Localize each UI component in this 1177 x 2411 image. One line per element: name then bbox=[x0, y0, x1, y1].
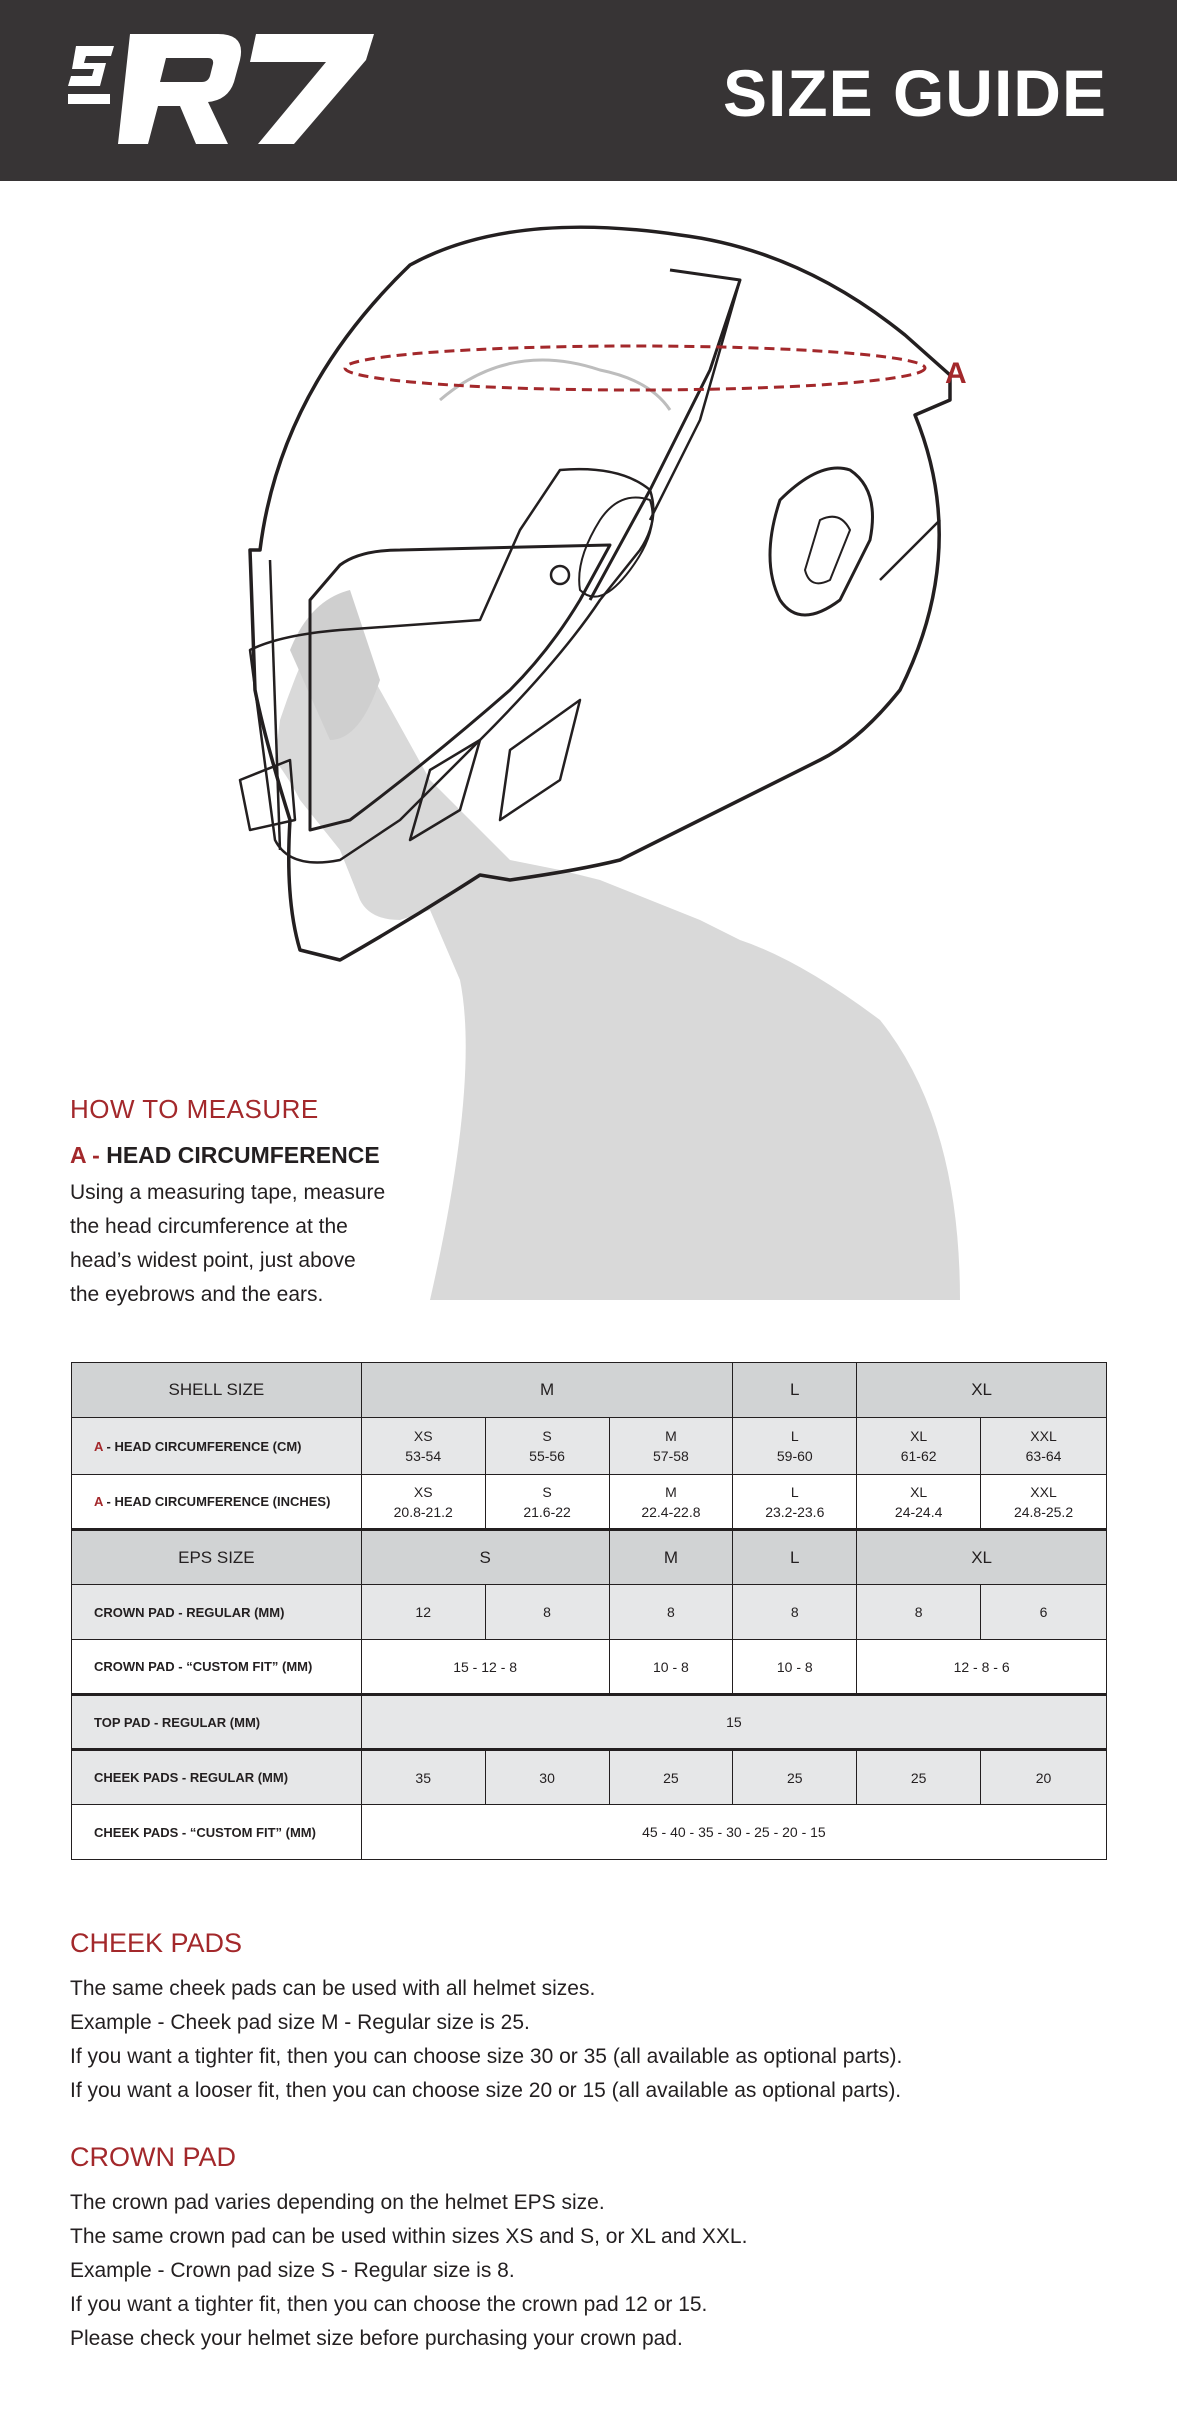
top-pad-label: TOP PAD - REGULAR (MM) bbox=[72, 1695, 362, 1750]
cheek-pads-line: If you want a tighter fit, then you can choose size 30 or 35 (all available as optional parts). bbox=[70, 2045, 903, 2068]
measure-instructions bbox=[70, 1176, 410, 1312]
eps-size-s: S bbox=[361, 1530, 609, 1585]
circ-cm-cell: XL 61-62 bbox=[857, 1418, 981, 1475]
crown-pad-line: The same crown pad can be used within sizes XS and S, or XL and XXL. bbox=[70, 2225, 748, 2248]
crown-regular-cell: 6 bbox=[981, 1585, 1107, 1640]
crown-pad-text bbox=[70, 2186, 747, 2356]
circ-cm-label: A - HEAD CIRCUMFERENCE (CM) bbox=[72, 1418, 362, 1475]
shell-size-m: M bbox=[361, 1363, 733, 1418]
shell-size-label: SHELL SIZE bbox=[72, 1363, 362, 1418]
eps-size-label: EPS SIZE bbox=[72, 1530, 362, 1585]
shell-size-xl: XL bbox=[857, 1363, 1107, 1418]
cheek-regular-cell: 25 bbox=[733, 1750, 857, 1805]
eps-size-row bbox=[72, 1530, 1107, 1585]
eps-size-xl: XL bbox=[857, 1530, 1107, 1585]
crown-regular-row bbox=[72, 1585, 1107, 1640]
sr7-logo bbox=[68, 34, 378, 146]
measure-letter: A bbox=[945, 357, 967, 390]
top-pad-value: 15 bbox=[361, 1695, 1106, 1750]
crown-pad-line: The crown pad varies depending on the helmet EPS size. bbox=[70, 2191, 605, 2214]
measure-line: the head circumference at the bbox=[70, 1215, 348, 1238]
cheek-regular-cell: 35 bbox=[361, 1750, 485, 1805]
circ-in-label: A - HEAD CIRCUMFERENCE (INCHES) bbox=[72, 1475, 362, 1530]
circ-cm-cell: XS 53-54 bbox=[361, 1418, 485, 1475]
how-to-measure-title: HOW TO MEASURE bbox=[70, 1094, 319, 1124]
eps-size-l: L bbox=[733, 1530, 857, 1585]
crown-custom-cell: 12 - 8 - 6 bbox=[857, 1640, 1107, 1695]
measure-line: Using a measuring tape, measure bbox=[70, 1181, 386, 1204]
cheek-custom-row bbox=[72, 1805, 1107, 1860]
circ-cm-cell: L 59-60 bbox=[733, 1418, 857, 1475]
header-bar bbox=[0, 0, 1177, 181]
circ-cm-cell: XXL 63-64 bbox=[981, 1418, 1107, 1475]
cheek-custom-label: CHEEK PADS - “CUSTOM FIT” (MM) bbox=[72, 1805, 362, 1860]
measure-sub-name: HEAD CIRCUMFERENCE bbox=[106, 1142, 380, 1168]
cheek-pads-title: CHEEK PADS bbox=[70, 1928, 243, 1958]
crown-custom-cell: 10 - 8 bbox=[609, 1640, 733, 1695]
circ-in-cell: M 22.4-22.8 bbox=[609, 1475, 733, 1530]
cheek-custom-value: 45 - 40 - 35 - 30 - 25 - 20 - 15 bbox=[361, 1805, 1106, 1860]
crown-custom-label: CROWN PAD - “CUSTOM FIT” (MM) bbox=[72, 1640, 362, 1695]
circ-in-row bbox=[72, 1475, 1107, 1530]
circ-cm-cell: M 57-58 bbox=[609, 1418, 733, 1475]
circ-in-cell: XS 20.8-21.2 bbox=[361, 1475, 485, 1530]
circ-in-cell: L 23.2-23.6 bbox=[733, 1475, 857, 1530]
cheek-pads-line: Example - Cheek pad size M - Regular size is 25. bbox=[70, 2011, 530, 2034]
crown-custom-cell: 10 - 8 bbox=[733, 1640, 857, 1695]
crown-pad-line: Please check your helmet size before purchasing your crown pad. bbox=[70, 2327, 683, 2350]
cheek-pads-text bbox=[70, 1972, 902, 2108]
top-pad-row bbox=[72, 1695, 1107, 1750]
page-title: SIZE GUIDE bbox=[722, 56, 1107, 130]
cheek-regular-label: CHEEK PADS - REGULAR (MM) bbox=[72, 1750, 362, 1805]
crown-regular-cell: 12 bbox=[361, 1585, 485, 1640]
shell-size-l: L bbox=[733, 1363, 857, 1418]
crown-regular-label: CROWN PAD - REGULAR (MM) bbox=[72, 1585, 362, 1640]
measure-subtitle bbox=[70, 1142, 380, 1169]
measure-ellipse bbox=[345, 346, 925, 390]
cheek-regular-cell: 30 bbox=[485, 1750, 609, 1805]
crown-custom-row bbox=[72, 1640, 1107, 1695]
cheek-regular-cell: 20 bbox=[981, 1750, 1107, 1805]
crown-regular-cell: 8 bbox=[609, 1585, 733, 1640]
crown-custom-cell: 15 - 12 - 8 bbox=[361, 1640, 609, 1695]
crown-regular-cell: 8 bbox=[733, 1585, 857, 1640]
circ-cm-row bbox=[72, 1418, 1107, 1475]
size-table bbox=[71, 1362, 1107, 1860]
measure-sub-letter: A - bbox=[70, 1142, 100, 1168]
crown-regular-cell: 8 bbox=[485, 1585, 609, 1640]
crown-pad-title: CROWN PAD bbox=[70, 2142, 236, 2172]
measure-line: head’s widest point, just above bbox=[70, 1249, 356, 1272]
crown-pad-line: Example - Crown pad size S - Regular size is 8. bbox=[70, 2259, 515, 2282]
circ-in-cell: XL 24-24.4 bbox=[857, 1475, 981, 1530]
cheek-pads-line: The same cheek pads can be used with all helmet sizes. bbox=[70, 1977, 596, 2000]
crown-regular-cell: 8 bbox=[857, 1585, 981, 1640]
shell-size-row bbox=[72, 1363, 1107, 1418]
cheek-regular-row bbox=[72, 1750, 1107, 1805]
cheek-pads-line: If you want a looser fit, then you can choose size 20 or 15 (all available as optional parts). bbox=[70, 2079, 902, 2102]
measure-line: the eyebrows and the ears. bbox=[70, 1283, 324, 1306]
circ-in-cell: XXL 24.8-25.2 bbox=[981, 1475, 1107, 1530]
circ-cm-cell: S 55-56 bbox=[485, 1418, 609, 1475]
circ-in-cell: S 21.6-22 bbox=[485, 1475, 609, 1530]
eps-size-m: M bbox=[609, 1530, 733, 1585]
cheek-regular-cell: 25 bbox=[857, 1750, 981, 1805]
crown-pad-line: If you want a tighter fit, then you can choose the crown pad 12 or 15. bbox=[70, 2293, 708, 2316]
cheek-regular-cell: 25 bbox=[609, 1750, 733, 1805]
